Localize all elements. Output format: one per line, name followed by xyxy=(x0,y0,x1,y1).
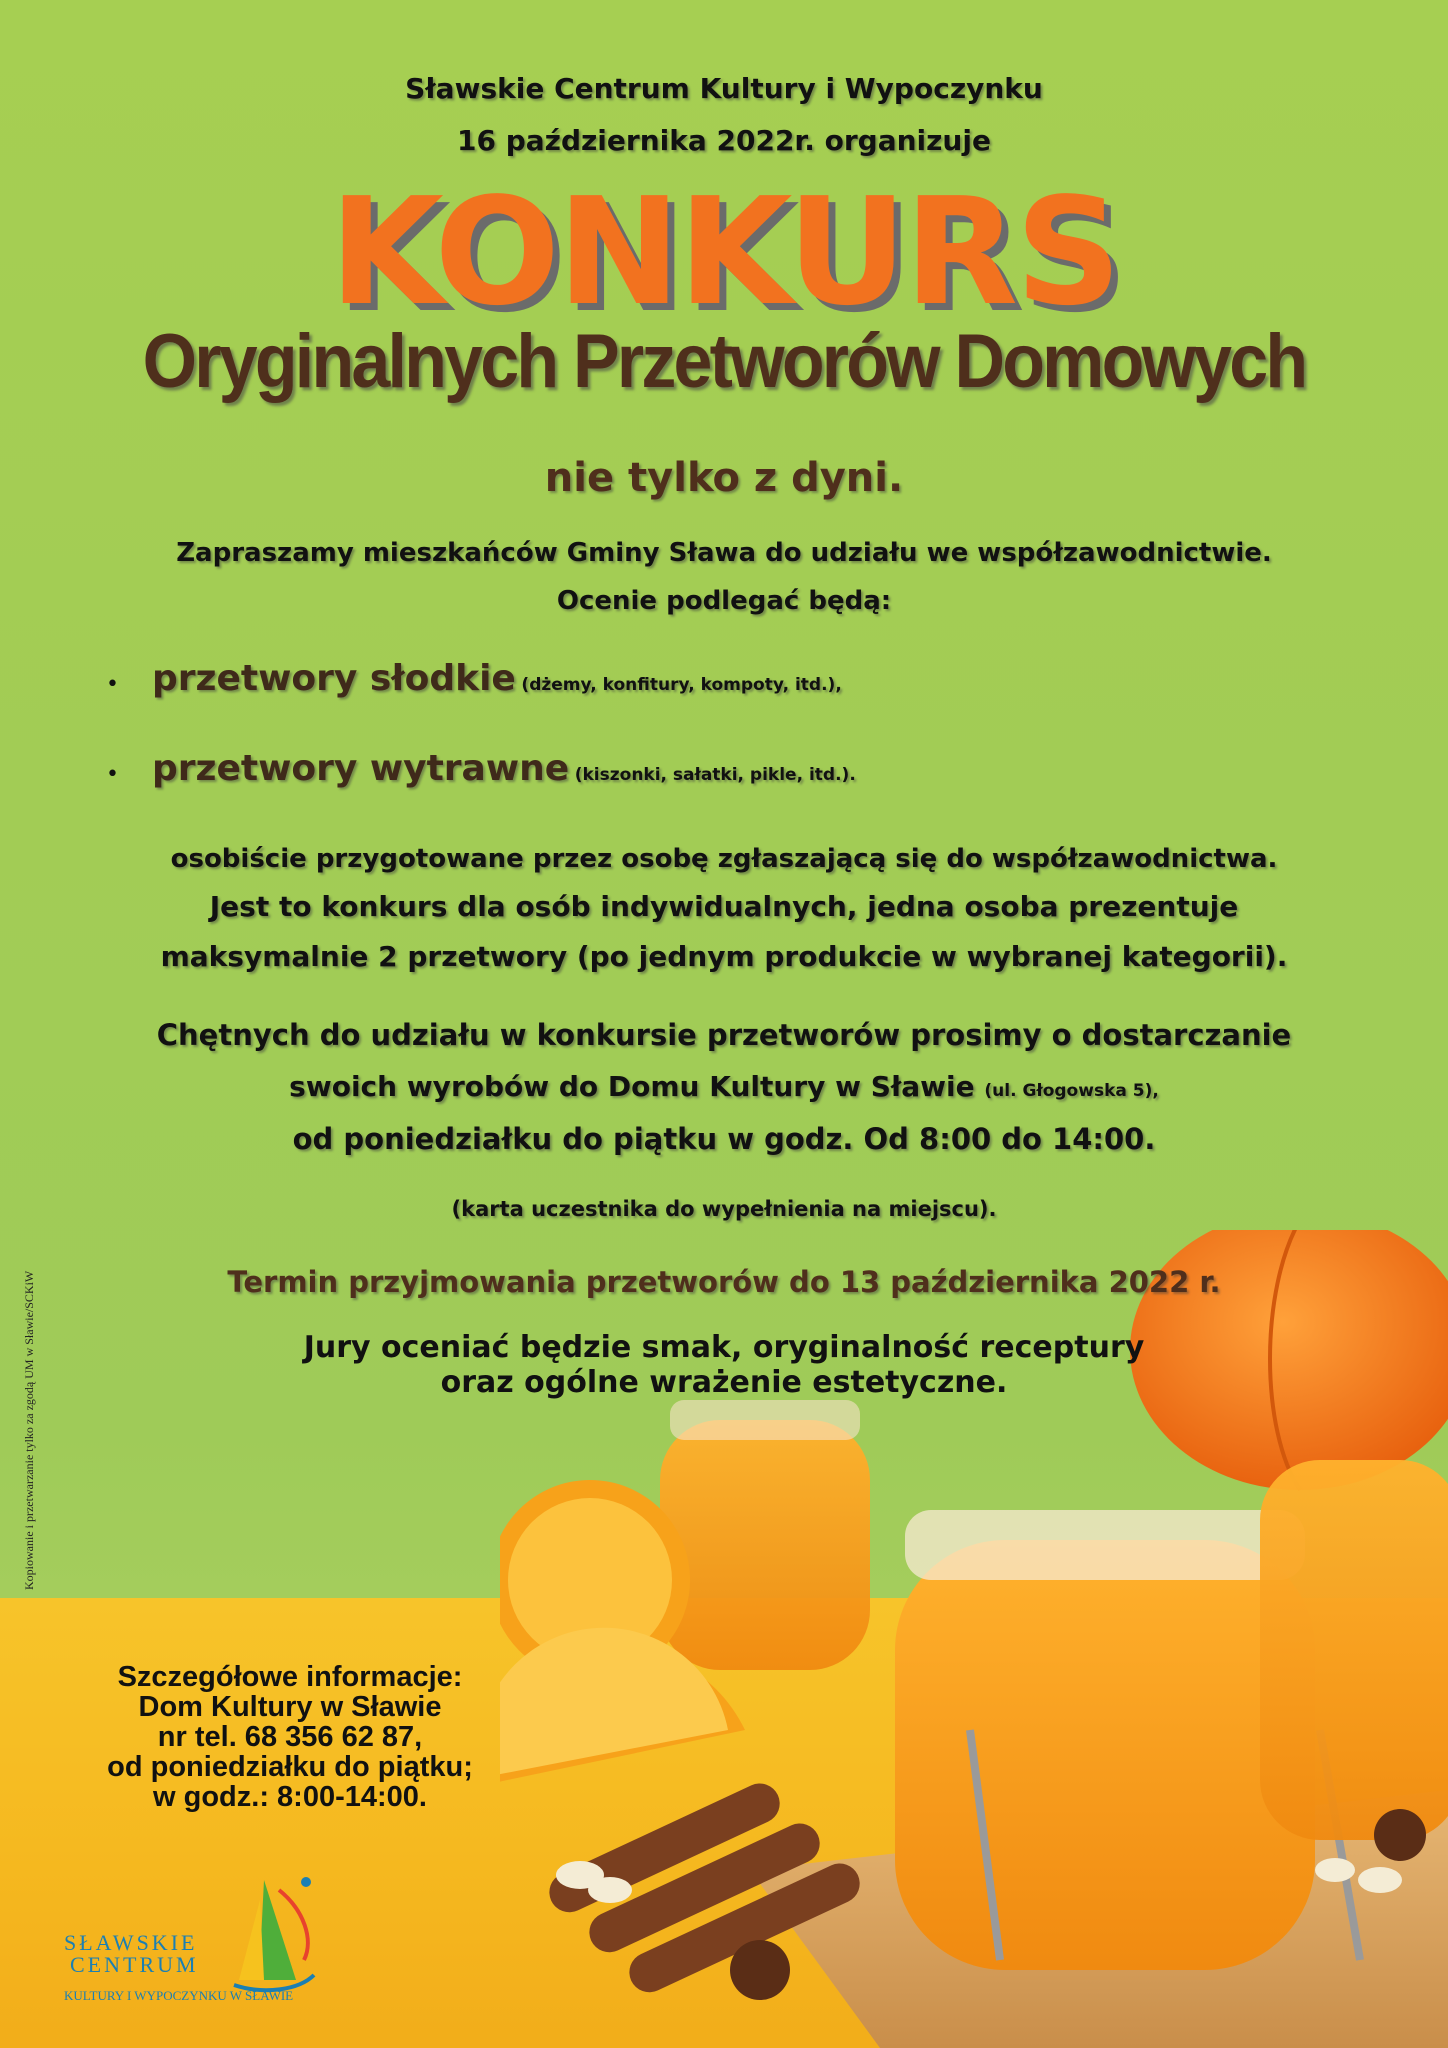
logo-line-1: SŁAWSKIE xyxy=(64,1930,198,1955)
rule-deliver-3: od poniedziałku do piątku w godz. Od 8:00 do 14:00. xyxy=(292,1122,1156,1156)
contact-phone: nr tel. 68 356 62 87, xyxy=(157,1721,423,1753)
bullet-icon: • xyxy=(106,672,119,697)
contact-place: Dom Kultury w Sławie xyxy=(138,1691,442,1723)
copyright-note: Kopiowanie i przetwarzanie tylko za zgodą UM w Sławie/SCKiW xyxy=(22,1270,36,1590)
deliver-place: swoich wyrobów do Domu Kultury w Sławie xyxy=(289,1070,975,1103)
deadline-text: Termin przyjmowania przetworów do 13 października 2022 r. xyxy=(227,1265,1221,1299)
category-examples: (dżemy, konfitury, kompoty, itd.), xyxy=(521,675,842,695)
logo-line-3: KULTURY I WYPOCZYNKU W SŁAWIE xyxy=(64,1988,294,2003)
category-name: przetwory wytrawne xyxy=(152,748,570,789)
category-name: przetwory słodkie xyxy=(152,658,516,699)
date-line: 16 października 2022r. organizuje xyxy=(457,124,991,157)
form-note: (karta uczestnika do wypełnienia na miejscu). xyxy=(451,1197,997,1221)
judged-heading: Ocenie podlegać będą: xyxy=(556,586,892,616)
category-item-savory xyxy=(152,748,856,789)
sckiw-logo xyxy=(64,1870,324,2020)
bullet-icon: • xyxy=(106,762,119,787)
tagline: nie tylko z dyni. xyxy=(544,455,904,501)
deliver-address: (ul. Głogowska 5), xyxy=(984,1081,1159,1101)
organizer-line: Sławskie Centrum Kultury i Wypoczynku xyxy=(405,72,1043,105)
contact-hours: w godz.: 8:00-14:00. xyxy=(153,1781,427,1813)
invitation-text: Zapraszamy mieszkańców Gminy Sława do udziału we współzawodnictwie. xyxy=(176,538,1272,568)
contact-heading: Szczegółowe informacje: xyxy=(117,1661,463,1693)
jury-line-2: oraz ogólne wrażenie estetyczne. xyxy=(440,1365,1008,1400)
rule-individual-2: maksymalnie 2 przetwory (po jednym produkcie w wybranej kategorii). xyxy=(160,940,1288,973)
rule-prepared: osobiście przygotowane przez osobę zgłaszającą się do współzawodnictwa. xyxy=(170,844,1278,874)
poster-title: KONKURS xyxy=(329,166,1119,338)
jury-line-1: Jury oceniać będzie smak, oryginalność receptury xyxy=(303,1330,1145,1365)
contact-days: od poniedziałku do piątku; xyxy=(107,1751,473,1783)
rule-individual-1: Jest to konkurs dla osób indywidualnych, jedna osoba prezentuje xyxy=(209,890,1239,923)
rule-deliver-2 xyxy=(0,1070,1448,1103)
category-item-sweet xyxy=(152,658,842,699)
category-examples: (kiszonki, sałatki, pikle, itd.). xyxy=(574,765,856,785)
rule-deliver-1: Chętnych do udziału w konkursie przetworów prosimy o dostarczanie xyxy=(156,1018,1292,1052)
poster-subtitle: Oryginalnych Przetworów Domowych xyxy=(142,319,1306,404)
logo-line-2: CENTRUM xyxy=(70,1952,199,1977)
contact-info xyxy=(80,1662,500,1812)
